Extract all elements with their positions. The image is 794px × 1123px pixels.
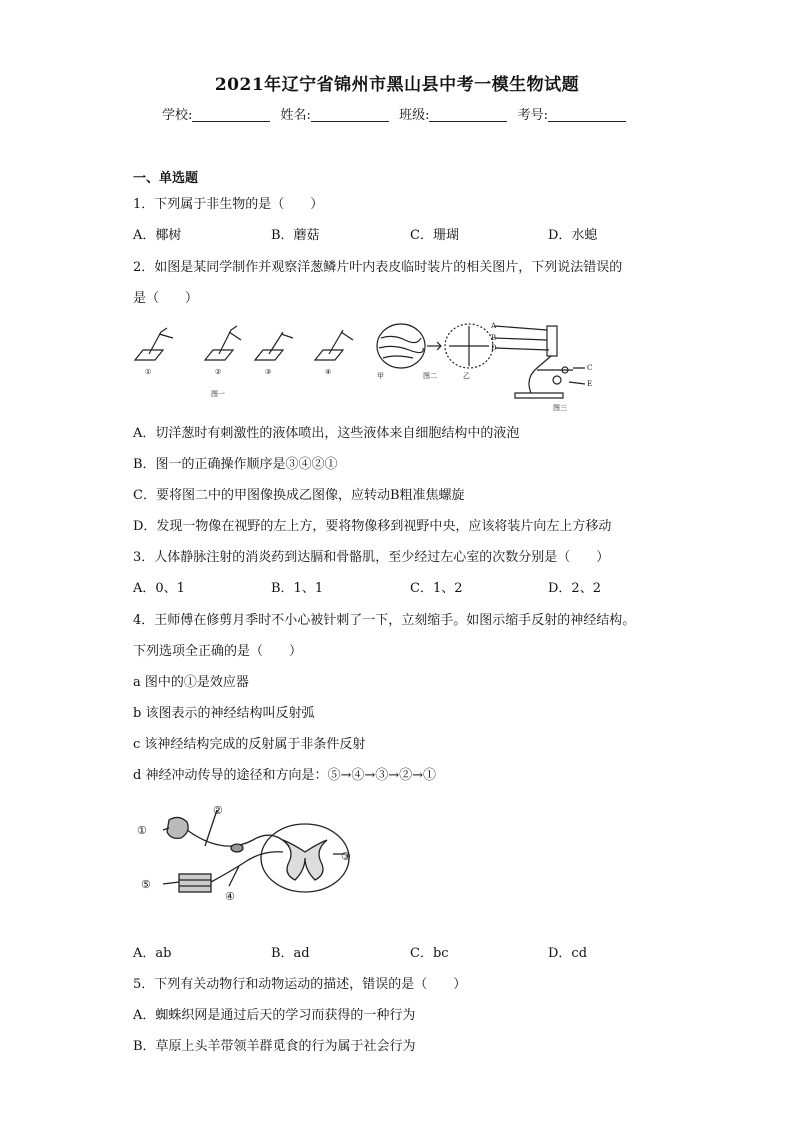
class-label: 班级: [399, 108, 430, 123]
q2-stem-line1: 2．如图是某同学制作并观察洋葱鳞片叶内表皮临时装片的相关图片，下列说法错误的 [133, 260, 623, 275]
slide-step-3-sketch [255, 332, 293, 360]
figure-1-label: 图一 [211, 390, 225, 398]
name-label: 姓名: [280, 108, 311, 123]
q2-option-a: A．切洋葱时有刺激性的液体喷出，这些液体来自细胞结构中的液泡 [133, 426, 520, 441]
slide-step-4-sketch [315, 330, 353, 360]
reflex-arc-figure [133, 800, 363, 912]
q4-statement-a: a 图中的①是效应器 [133, 675, 249, 690]
fig-label-1: ① [137, 824, 147, 837]
q2-figure [133, 318, 593, 413]
fig-label-2: ② [213, 804, 223, 817]
section-heading: 一、单选题 [133, 171, 199, 186]
q1-option-d: D．水螅 [548, 228, 598, 243]
q1-option-c: C．珊瑚 [410, 228, 459, 243]
q4-statement-b: b 该图表示的神经结构叫反射弧 [133, 706, 315, 721]
svg-text:E: E [587, 380, 593, 388]
slide-step-1-sketch [135, 328, 173, 360]
q2-option-b: B．图一的正确操作顺序是③④②① [133, 457, 338, 472]
page-title: 2021年辽宁省锦州市黑山县中考一模生物试题 [214, 75, 580, 95]
q1-option-a: A．椰树 [133, 228, 182, 243]
school-blank [192, 107, 270, 122]
student-info-row [0, 104, 794, 123]
q4-option-b: B．ad [271, 946, 310, 961]
q4-statement-d: d 神经冲动传导的途径和方向是：⑤→④→③→②→① [133, 768, 437, 783]
q3-option-a: A．0、1 [133, 581, 185, 596]
q1-stem: 1．下列属于非生物的是（ ） [133, 197, 324, 212]
exam-number-blank [548, 107, 626, 122]
q4-option-a: A．ab [133, 946, 172, 961]
fig-label-4: ④ [225, 890, 235, 903]
figure-2-yi-label: 乙 [463, 372, 470, 380]
q4-stem-line1: 4．王师傅在修剪月季时不小心被针刺了一下，立刻缩手。如图示缩手反射的神经结构。 [133, 613, 636, 628]
q2-option-d: D．发现一物像在视野的左上方，要将物像移到视野中央，应该将装片向左上方移动 [133, 519, 612, 534]
class-blank [429, 107, 507, 122]
svg-text:C: C [587, 364, 593, 372]
q4-stem-line2: 下列选项全正确的是（ ） [133, 644, 303, 659]
svg-text:D: D [491, 344, 497, 352]
fig-label-3: ③ [341, 850, 351, 863]
q2-stem-line2: 是（ ） [133, 291, 199, 306]
q3-option-d: D．2、2 [548, 581, 601, 596]
q3-stem: 3．人体静脉注射的消炎药到达膈和骨骼肌，至少经过左心室的次数分别是（ ） [133, 550, 610, 565]
svg-text:B: B [491, 334, 497, 342]
q2-option-c: C．要将图二中的甲图像换成乙图像，应转动B粗准焦螺旋 [133, 488, 465, 503]
fig-label-5: ⑤ [141, 878, 151, 891]
q5-option-b: B．草原上头羊带领羊群觅食的行为属于社会行为 [133, 1039, 416, 1054]
name-blank [311, 107, 389, 122]
q4-statement-c: c 该神经结构完成的反射属于非条件反射 [133, 737, 366, 752]
q4-option-c: C．bc [410, 946, 449, 961]
q3-option-c: C．1、2 [410, 581, 463, 596]
school-label: 学校: [162, 108, 193, 123]
svg-text:A: A [491, 322, 497, 330]
svg-text:②: ② [215, 368, 222, 376]
q5-option-a: A．蜘蛛织网是通过后天的学习而获得的一种行为 [133, 1008, 416, 1023]
q4-option-d: D．cd [548, 946, 588, 961]
svg-text:③: ③ [265, 368, 272, 376]
q3-option-b: B．1、1 [271, 581, 324, 596]
slide-step-2-sketch [205, 326, 241, 360]
svg-text:①: ① [145, 368, 152, 376]
figure-3-label: 图三 [553, 404, 567, 412]
q5-stem: 5．下列有关动物行和动物运动的描述，错误的是（ ） [133, 977, 467, 992]
q1-option-b: B．蘑菇 [271, 228, 320, 243]
svg-text:④: ④ [325, 368, 332, 376]
figure-2-label: 图二 [423, 372, 437, 380]
exam-number-label: 考号: [517, 108, 548, 123]
figure-2-jia-label: 甲 [377, 372, 384, 380]
